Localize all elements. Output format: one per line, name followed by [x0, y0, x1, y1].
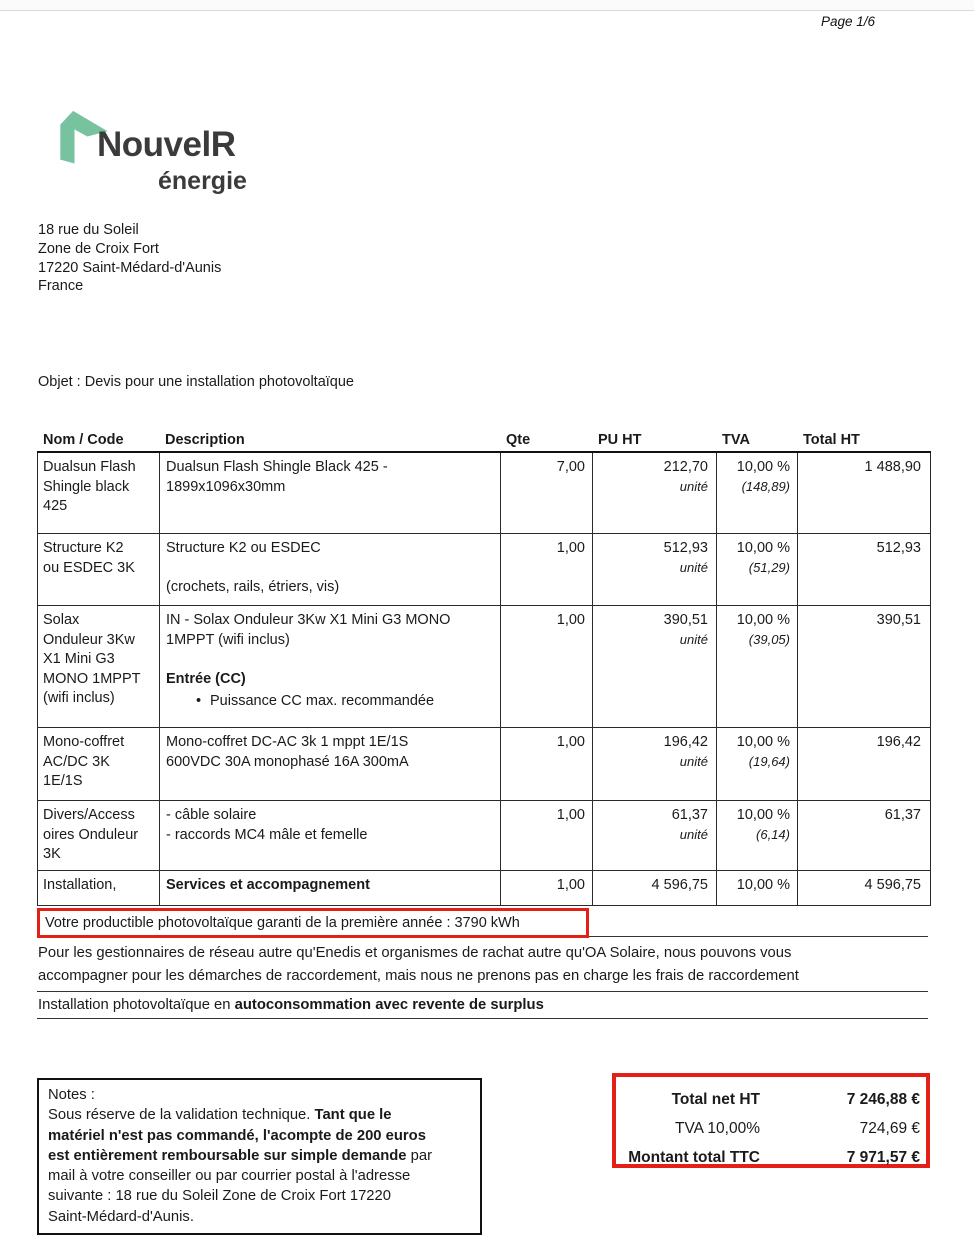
cell-total: 196,42 [876, 734, 921, 750]
cell-nom-code: Mono-coffret AC/DC 3K 1E/1S [38, 728, 160, 800]
cell-vat: 10,00 % (39,05) [717, 606, 798, 727]
header-nom-code: Nom / Code [43, 432, 124, 448]
tva-label: TVA 10,00% [674, 1119, 760, 1137]
cell-total: 390,51 [876, 612, 921, 628]
header-unit-price: PU HT [598, 432, 642, 448]
cell-unit-price: 390,51 unité [593, 606, 717, 727]
bullet-icon: • [196, 693, 202, 710]
cell-qty: 1,00 [501, 871, 593, 905]
company-name: NouvelR [97, 125, 236, 164]
cell-vat: 10,00 % [717, 871, 798, 905]
separator-line [37, 991, 928, 992]
cell-nom-code: Dualsun Flash Shingle black 425 [38, 453, 160, 533]
address-line: France [38, 278, 84, 295]
cell-qty: 1,00 [501, 728, 593, 800]
table-body [37, 453, 931, 906]
cell-qty: 1,00 [501, 606, 593, 727]
entree-cc-subheading: Entrée (CC) [166, 670, 246, 687]
table-row [38, 534, 930, 606]
cell-qty: 1,00 [501, 801, 593, 870]
cell-vat: 10,00 % (6,14) [717, 801, 798, 870]
cell-vat: 10,00 % (51,29) [717, 534, 798, 605]
header-description: Description [165, 432, 245, 448]
page-top-rule [0, 0, 974, 11]
total-net-ht-value: 7 246,88 € [846, 1090, 920, 1108]
cell-total: 61,37 [884, 807, 921, 823]
notes-text: Sous réserve de la validation technique. Tant que le matériel n'est pas commandé, l'acompte de 200 euros est entièrement remboursable sur simple demande par mail à votre conseiller ou par courrier postal à l'adresse suivante : 18 rue du Soleil Zone de Croix Fort 17220 Saint-Médard-d'Aunis. [48, 1107, 433, 1225]
table-row [38, 801, 930, 871]
company-logo [57, 103, 277, 198]
cell-qty: 1,00 [501, 534, 593, 605]
cell-total: 1 488,90 [864, 459, 921, 475]
productible-highlight-box: Votre productible photovoltaïque garanti de la première année : 3790 kWh [37, 908, 589, 938]
address-line: Zone de Croix Fort [38, 240, 159, 257]
header-total: Total HT [803, 432, 860, 448]
cell-unit-price: 212,70 unité [593, 453, 717, 533]
sender-address [38, 221, 221, 296]
cell-nom-code: Solax Onduleur 3Kw X1 Mini G3 MONO 1MPPT (wifi inclus) [38, 606, 160, 727]
cell-description: Mono-coffret DC-AC 3k 1 mppt 1E/1S 600VDC 30A monophasé 16A 300mA [160, 728, 501, 800]
table-row [38, 728, 930, 801]
total-net-ht-label: Total net HT [671, 1090, 760, 1108]
separator-line [37, 1018, 928, 1019]
cell-qty: 7,00 [501, 453, 593, 533]
grid-operator-note: Pour les gestionnaires de réseau autre qu'Enedis et organismes de rachat autre qu'OA Solaire, nous pouvons vous accompagner pour les démarches de raccordement, mais nous ne prenons pas en charge les frais de raccordement [38, 945, 799, 984]
cell-nom-code: Structure K2 ou ESDEC 3K [38, 534, 160, 605]
cell-unit-price: 512,93 unité [593, 534, 717, 605]
table-row [38, 871, 930, 905]
header-qty: Qte [506, 432, 531, 448]
cell-unit-price: 61,37 unité [593, 801, 717, 870]
tva-row [616, 1114, 926, 1143]
notes-box [37, 1078, 482, 1235]
cell-description: Structure K2 ou ESDEC (crochets, rails, étriers, vis) [160, 534, 501, 605]
total-ttc-value: 7 971,57 € [846, 1148, 920, 1166]
cell-nom-code: Divers/Access oires Onduleur 3K [38, 801, 160, 870]
installation-type-line: Installation photovoltaïque en autoconsommation avec revente de surplus [38, 997, 544, 1013]
page-number: Page 1/6 [820, 14, 875, 29]
header-vat: TVA [722, 432, 750, 448]
cell-unit-price: 4 596,75 [593, 871, 717, 905]
table-header-row [37, 427, 931, 453]
cell-vat: 10,00 % (19,64) [717, 728, 798, 800]
quote-items-table [37, 427, 931, 906]
total-ttc-row [616, 1143, 926, 1172]
tva-value: 724,69 € [859, 1119, 920, 1137]
total-net-ht-row [616, 1085, 926, 1114]
cell-unit-price: 196,42 unité [593, 728, 717, 800]
cell-nom-code: Installation, [38, 871, 160, 905]
table-row [38, 606, 930, 728]
total-ttc-label: Montant total TTC [628, 1148, 760, 1166]
cell-description: - câble solaire - raccords MC4 mâle et femelle [160, 801, 501, 870]
cell-total: 512,93 [876, 540, 921, 556]
totals-box [612, 1073, 930, 1168]
table-row [38, 453, 930, 534]
cell-description: IN - Solax Onduleur 3Kw X1 Mini G3 MONO 1MPPT (wifi inclus) Entrée (CC) • Puissance CC max. recommandée [160, 606, 501, 727]
company-tagline: énergie [158, 167, 247, 195]
cell-vat: 10,00 % (148,89) [717, 453, 798, 533]
notes-title: Notes : [48, 1087, 95, 1103]
subject-line: Objet : Devis pour une installation photovoltaïque [38, 374, 354, 390]
cell-description: Dualsun Flash Shingle Black 425 - 1899x1096x30mm [160, 453, 501, 533]
cell-total: 4 596,75 [864, 877, 921, 893]
cell-description: Services et accompagnement [160, 871, 501, 905]
address-line: 18 rue du Soleil [38, 222, 139, 238]
address-line: 17220 Saint-Médard-d'Aunis [38, 259, 222, 276]
bullet-list-item: • Puissance CC max. recommandée [166, 692, 500, 712]
